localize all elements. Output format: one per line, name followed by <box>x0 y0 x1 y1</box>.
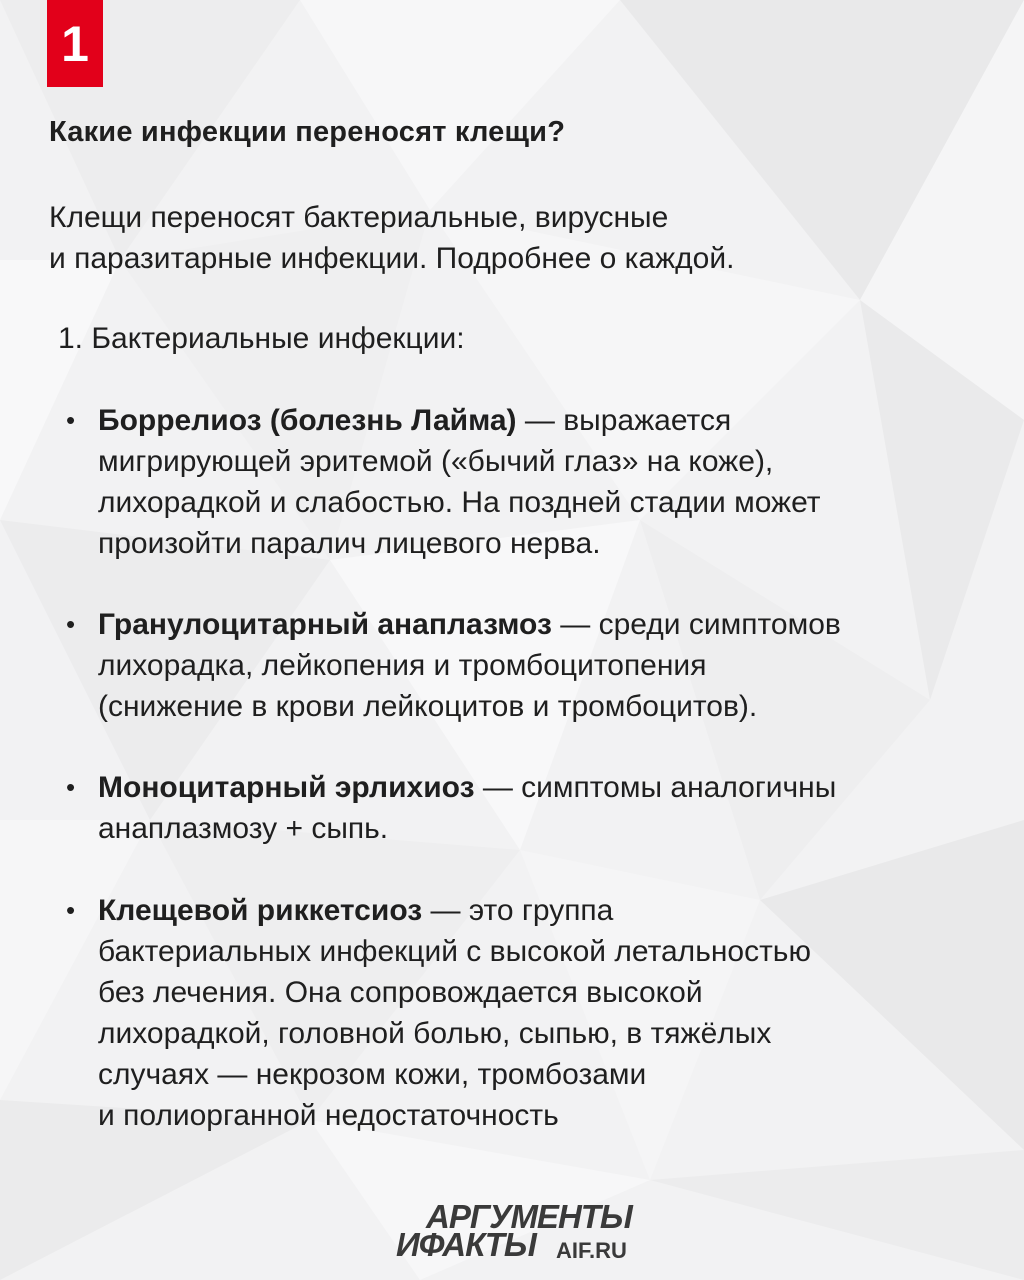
intro-line: Клещи переносят бактериальные, вирусные <box>49 201 669 234</box>
item-term: Боррелиоз (болезнь Лайма) <box>98 404 517 437</box>
bullet: • <box>66 609 76 639</box>
list-item-borreliosis <box>66 400 1008 564</box>
item-text: — среди симптомов <box>551 608 841 641</box>
item-text: — выражается <box>516 404 732 437</box>
item-text: мигрирующей эритемой («бычий глаз» на коже), <box>98 445 774 478</box>
item-term: Клещевой риккетсиоз <box>98 894 423 927</box>
bullet: • <box>66 895 76 925</box>
page-title: Какие инфекции переносят клещи? <box>49 116 566 148</box>
logo-site: AIF.RU <box>556 1238 627 1263</box>
intro-paragraph <box>49 197 949 279</box>
slide-number: 1 <box>61 15 89 72</box>
item-text: лихорадкой и слабостью. На поздней стадии может <box>98 486 821 519</box>
bullet: • <box>66 405 76 435</box>
item-text: лихорадка, лейкопения и тромбоцитопения <box>98 649 707 682</box>
logo-line-2: ИФАКТЫ <box>396 1226 536 1263</box>
item-text: анаплазмозу + сыпь. <box>98 812 389 845</box>
list-item-rickettsiosis <box>66 890 1008 1136</box>
bullet: • <box>66 772 76 802</box>
item-text: — симптомы аналогичны <box>474 771 837 804</box>
item-text: (снижение в крови лейкоцитов и тромбоцитов). <box>98 690 758 723</box>
item-text: произойти паралич лицевого нерва. <box>98 527 601 560</box>
logo-line-1: АРГУМЕНТЫ <box>426 1198 632 1235</box>
item-term: Гранулоцитарный анаплазмоз <box>98 608 552 641</box>
item-text: лихорадкой, головной болью, сыпью, в тяжёлых <box>98 1017 772 1050</box>
item-text: бактериальных инфекций с высокой летальностью <box>98 935 811 968</box>
item-term: Моноцитарный эрлихиоз <box>98 771 475 804</box>
item-text: случаях — некрозом кожи, тромбозами <box>98 1058 647 1091</box>
item-text: и полиорганной недостаточность <box>98 1099 559 1132</box>
list-item-anaplasmosis <box>66 604 1008 727</box>
item-text: без лечения. Она сопровождается высокой <box>98 976 703 1009</box>
list-item-ehrlichiosis <box>66 767 1008 849</box>
aif-logo <box>396 1200 656 1264</box>
section-heading: 1. Бактериальные инфекции: <box>58 322 465 355</box>
slide-number-badge <box>47 0 103 87</box>
item-text: — это группа <box>422 894 614 927</box>
intro-line: и паразитарные инфекции. Подробнее о каждой. <box>49 242 735 275</box>
